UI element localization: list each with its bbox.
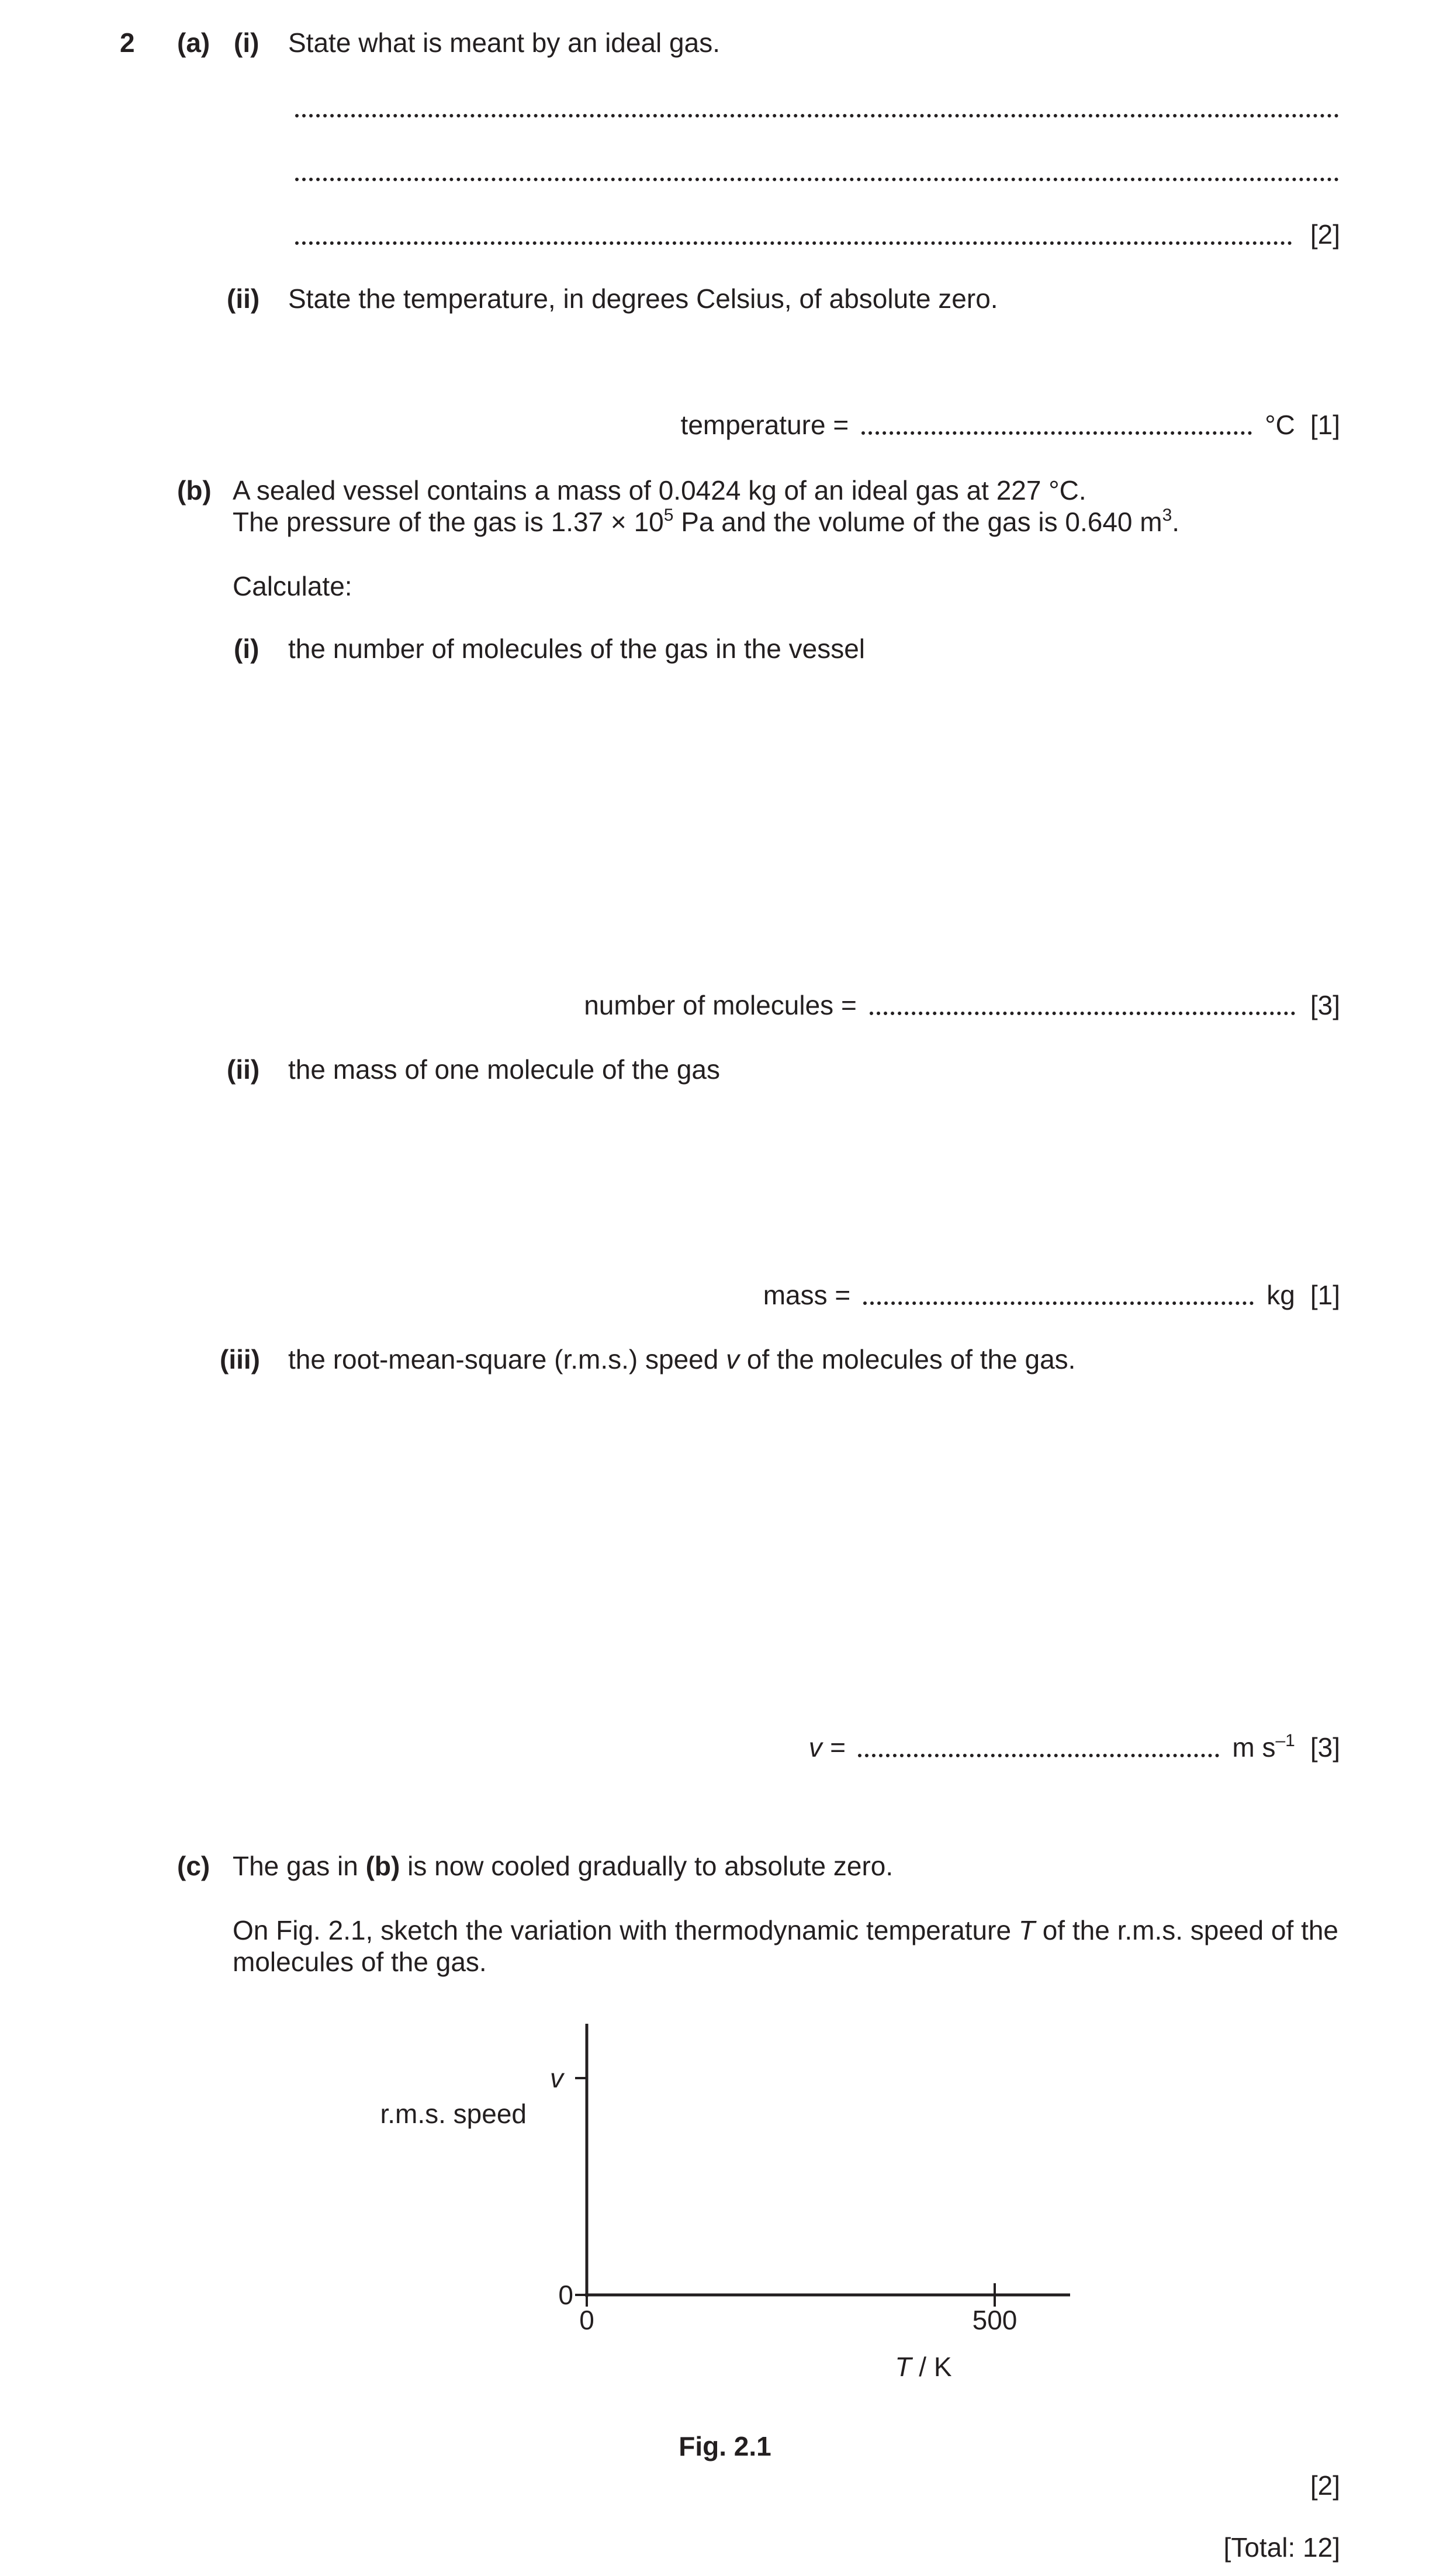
x-axis-label: T / K <box>895 2352 952 2382</box>
marks-b-i: [3] <box>1310 990 1340 1020</box>
marks-b-iii: [3] <box>1310 1732 1340 1763</box>
temperature-label: temperature = <box>680 410 849 440</box>
part-a-ii-label: (ii) <box>227 283 260 314</box>
part-c-text2: On Fig. 2.1, sketch the variation with thermodynamic temperature T of the r.m.s. speed of the <box>233 1915 1339 1945</box>
part-b-line2: The pressure of the gas is $1.37 \times 10^5$ Pa and the volume of the gas is 0.640 $m^3$. <box>233 505 1180 537</box>
marks-a-i: [2] <box>1310 219 1340 250</box>
y-axis-label: r.m.s. speed <box>380 2099 527 2129</box>
y-tick-v-label: v <box>550 2063 563 2093</box>
x-tick-500-label: 500 <box>972 2305 1018 2335</box>
speed-unit: m $s^{-1}$ <box>1232 1730 1295 1763</box>
part-b-line1: A sealed vessel contains a mass of 0.0424 kg of an ideal gas at 227 °C. <box>233 475 1086 505</box>
y-tick-0-label: 0 <box>558 2280 573 2310</box>
part-a-ii-text: State the temperature, in degrees Celsius, of absolute zero. <box>288 283 998 314</box>
question-number: 2 <box>120 27 135 58</box>
total-marks: [Total: 12] <box>1223 2532 1340 2563</box>
part-b-ii-text: the mass of one molecule of the gas <box>288 1054 720 1085</box>
figure-caption: Fig. 2.1 <box>679 2431 771 2461</box>
marks-a-ii: [1] <box>1310 410 1340 440</box>
speed-label: v = <box>808 1732 846 1763</box>
part-b-i-label: (i) <box>234 633 259 664</box>
part-a-i-label: (i) <box>234 27 259 58</box>
calculate-text: Calculate: <box>233 571 352 601</box>
x-tick-0-label: 0 <box>579 2305 594 2335</box>
part-c-text3: molecules of the gas. <box>233 1947 487 1977</box>
mass-label: mass = <box>763 1280 851 1310</box>
marks-c: [2] <box>1310 2470 1340 2501</box>
part-b-i-text: the number of molecules of the gas in the vessel <box>288 633 866 664</box>
part-b-ii-label: (ii) <box>227 1054 260 1085</box>
part-b-iii-text: the root-mean-square (r.m.s.) speed v of the molecules of the gas. <box>288 1344 1076 1374</box>
part-a-i-text: State what is meant by an ideal gas. <box>288 27 720 58</box>
celsius-unit: °C <box>1265 410 1295 440</box>
part-b-iii-label: (iii) <box>220 1344 260 1374</box>
kg-unit: kg <box>1266 1280 1295 1310</box>
marks-b-ii: [1] <box>1310 1280 1340 1310</box>
part-c-label: (c) <box>177 1851 210 1881</box>
part-b-label: (b) <box>177 475 212 505</box>
part-a-label: (a) <box>177 27 210 58</box>
part-c-text1: The gas in (b) is now cooled gradually to absolute zero. <box>233 1851 894 1881</box>
molecules-label: number of molecules = <box>584 990 857 1020</box>
